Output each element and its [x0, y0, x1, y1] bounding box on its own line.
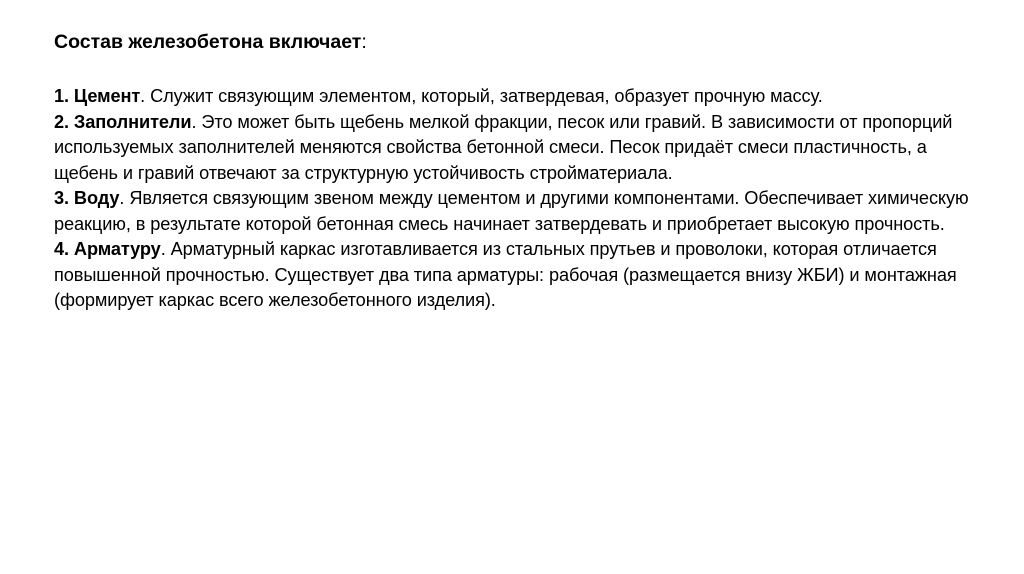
item-text: . Арматурный каркас изготавливается из стальных прутьев и проволоки, которая отличается повышенной прочностью. Существует два типа арматуры: рабочая (размещается внизу ЖБИ) и монтажная (формирует каркас всего железобетонного изделия). — [54, 239, 957, 310]
heading-spacer — [54, 56, 989, 84]
slide-content — [54, 28, 989, 314]
list-item-aggregates — [54, 110, 989, 187]
heading-colon: : — [361, 31, 367, 53]
item-text: . Служит связующим элементом, который, затвердевая, образует прочную массу. — [140, 86, 823, 106]
item-number: 1. — [54, 86, 69, 106]
list-item-water — [54, 186, 989, 237]
item-number: 4. — [54, 239, 69, 259]
item-number: 3. — [54, 188, 69, 208]
slide-heading — [54, 28, 989, 56]
item-term: Воду — [73, 188, 120, 208]
item-term: Заполнители — [73, 111, 192, 132]
item-number: 2. — [54, 111, 69, 132]
list-item-reinforcement — [54, 237, 989, 314]
item-text: . Является связующим звеном между цементом и другими компонентами. Обеспечивает химическую реакцию, в результате которой бетонная смесь начинает затвердевать и приобретает высокую прочность. — [54, 188, 969, 234]
list-item-cement — [54, 84, 989, 110]
item-term: Цемент — [73, 86, 141, 106]
item-text: . Это может быть щебень мелкой фракции, песок или гравий. В зависимости от пропорций используемых заполнителей меняются свойства бетонной смеси. Песок придаёт смеси пластичность, а щебень и гравий отвечают за структурную устойчивость стройматериала. — [54, 111, 953, 183]
item-term: Арматуру — [73, 239, 161, 259]
heading-title: Состав железобетона включает — [54, 31, 362, 53]
